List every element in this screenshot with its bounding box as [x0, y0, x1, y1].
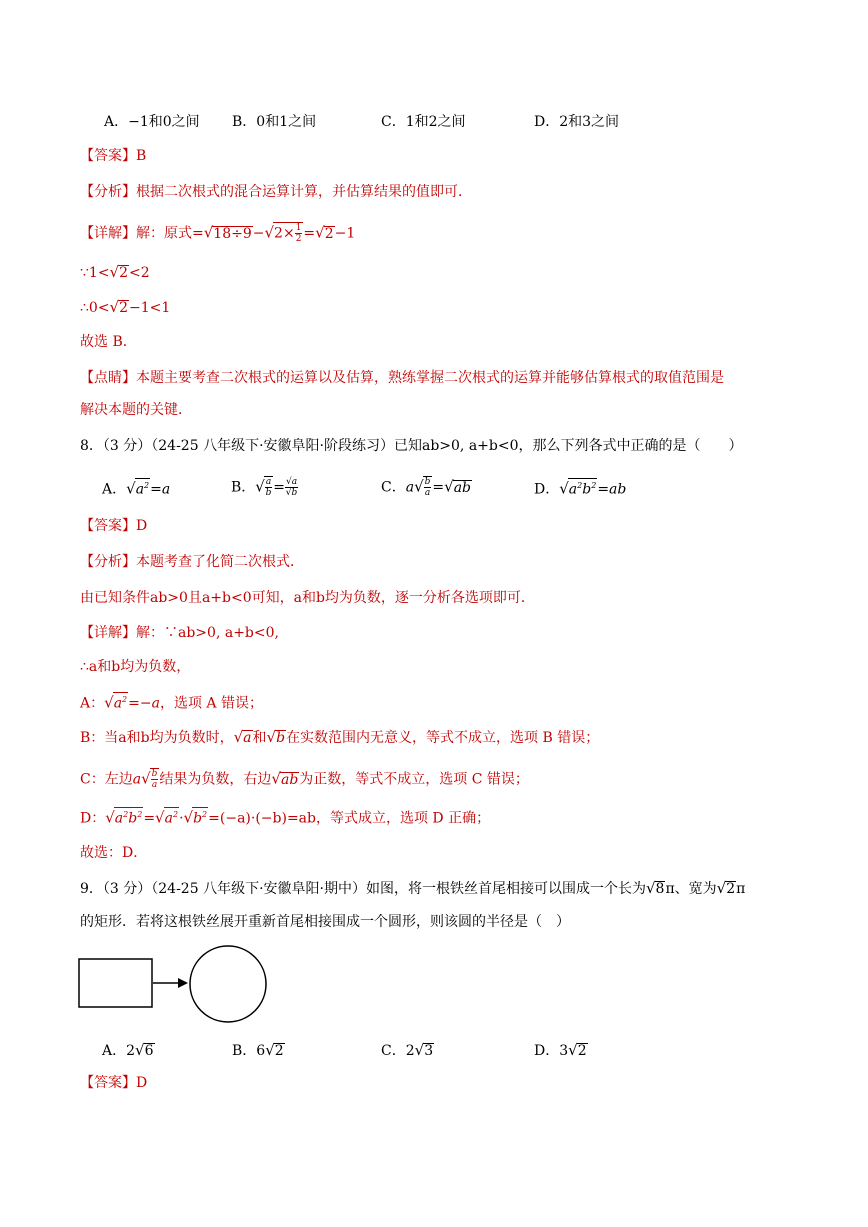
arrow-head	[178, 978, 188, 988]
q9-option-d: D．3√2	[534, 1041, 587, 1059]
q8-detail: 【详解】解：∵ab>0, a+b<0,	[80, 625, 279, 641]
q7-step1: ∵1<√2<2	[80, 263, 150, 281]
q9-stem-2: 的矩形．若将这根铁丝展开重新首尾相接围成一个圆形，则该圆的半径是（ ）	[80, 914, 570, 930]
q8-analysis: 【分析】本题考查了化简二次根式．	[80, 554, 304, 570]
q8-analysis-2: 由已知条件ab>0且a+b<0可知，a和b均为负数，逐一分析各选项即可．	[80, 590, 535, 606]
q8-check-d: D：$√a^2b^2=√a^2\cdot√b^2=(-a)\cdot(-b)=ab$，等式成立，选项 D 正确；	[80, 808, 491, 827]
q7-step2: ∴0<√2−1<1	[80, 298, 171, 316]
q8-option-a: A．$√a^2=a$	[102, 479, 171, 498]
q8-option-b: B．√ $\frac{a}{b}$ = $\frac{√a}{√b}$	[231, 477, 298, 498]
q9-option-a: A．2√6	[102, 1041, 154, 1059]
q8-answer: 【答案】D	[80, 518, 148, 534]
q8-stem: 8．（3 分）（24-25 八年级下·安徽阜阳·阶段练习）已知ab>0, a+b<0，那么下列各式中正确的是（ ）	[80, 438, 743, 454]
q7-detail: 【详解】解：原式=√18÷9−√2× $\frac{1}{2}$ =√2−1	[80, 223, 356, 244]
q8-negative: ∴a和b均为负数，	[80, 659, 191, 675]
q7-choose: 故选 B．	[80, 334, 137, 350]
rectangle-to-circle-diagram	[78, 942, 270, 1028]
q7-comment-1: 【点睛】本题主要考查二次根式的运算以及估算，熟练掌握二次根式的运算并能够估算根式的取值范围是	[80, 370, 724, 386]
q7-option-a: A．−1和0之间	[104, 114, 200, 130]
q7-comment-2: 解决本题的关键．	[80, 402, 192, 418]
q8-check-c: C：左边a√ $\frac{b}{a}$ 结果为负数，右边√ab为正数，等式不成立，选项 C 错误；	[80, 769, 529, 790]
q8-option-c: C．a√ $\frac{b}{a}$ =√ab	[381, 477, 472, 498]
q8-check-b: B：当a和b均为负数时，√a和√b在实数范围内无意义，等式不成立，选项 B 错误；	[80, 728, 600, 746]
q7-option-c: C．1和2之间	[381, 114, 466, 130]
q9-answer: 【答案】D	[80, 1075, 148, 1091]
q9-option-b: B．6√2	[232, 1041, 284, 1059]
q9-option-c: C．2√3	[381, 1041, 434, 1059]
circle-shape	[190, 946, 266, 1022]
q7-option-b: B．0和1之间	[232, 114, 317, 130]
q9-stem-1: 9．（3 分）（24-25 八年级下·安徽阜阳·期中）如图，将一根铁丝首尾相接可以围成一个长为√8π、宽为√2π	[80, 879, 746, 897]
q7-option-d: D．2和3之间	[534, 114, 620, 130]
q8-choose: 故选：D．	[80, 845, 148, 861]
q7-answer: 【答案】B	[80, 148, 147, 164]
q8-check-a: A：$√a^2=-a$，选项 A 错误；	[80, 693, 263, 712]
q7-analysis: 【分析】根据二次根式的混合运算计算，并估算结果的值即可．	[80, 184, 472, 200]
q8-option-d: D．$√a^2b^2=ab$	[534, 479, 627, 498]
q7-detail-label: 【详解】解：原式=	[80, 225, 204, 242]
rectangle-shape	[79, 959, 152, 1007]
